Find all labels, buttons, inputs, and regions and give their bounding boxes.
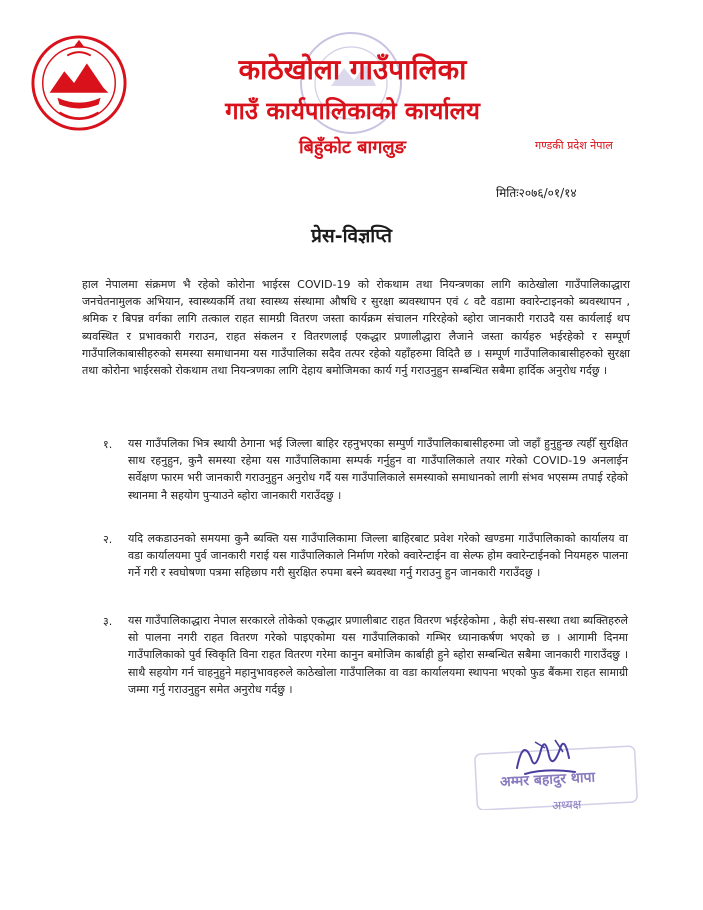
intro-paragraph: हाल नेपालमा संक्रमण भै रहेको कोरोना भाईरस COVID-19 को रोकथाम तथा नियन्त्रणका लागि काठेखोला गाउँपालिकाद्धारा जनचेतनामुलक अभियान, स्वास्थ्यकर्मि तथा स्वास्थ्य संस्थामा औषधि र सुरक्षा ब्यवस्थापन एवं ८ वटै वडामा क्वारेन्टाइनको ब्यवस्थापन , श्रमिक र बिपन्न वर्गका लागि तत्काल राहत सामग्री वितरण जस्ता कार्यक्रम संचालन गरिरहेको ब्होरा जानकारी गराउदै यस कार्यलाई थप ब्यवस्थित र प्रभावकारी गराउन, राहत संकलन र वितरणलाई एकद्धार प्रणालीद्धारा लैजाने जस्ता कार्यहरु भईरहेको र सम्पूर्ण गाउँपालिकाबासीहरुको समस्या समाधानमा यस गाउँपालिका सदैव तत्पर रहेको यहाँहरुमा विदितै छ । सम्पूर्ण गाउँपालिकाबासीहरुको सुरक्षा तथा कोरोना भाईरसको रोकथाम तथा नियन्त्रणका लागि देहाय बमोजिमका कार्य गर्नु गराउनुहुन सम्बन्धित सबैमा हार्दिक अनुरोध गर्दछु । — [82, 278, 630, 378]
signer-name: अम्मर बहादुर थापा — [499, 769, 596, 791]
office-location: बिहुँकोट बागलुङ — [298, 137, 407, 158]
province-label: गण्डकी प्रदेश नेपाल — [535, 139, 613, 152]
list-item: यस गाउँपलिका भित्र स्थायी ठेगाना भई जिल्ला बाहिर रहनुभएका सम्पुर्ण गाउँपालिकाबासीहरुमा जो जहाँ हुनुहुन्छ त्यहीँ सुरक्षित साथ रहनुहुन, कुनै समस्या रहेमा यस गाउँपालिकामा सम्पर्क गर्नुहुन वा गाउँपालिकाले तयार गरेको COVID-19 अनलाईन सर्वेक्षण फारम भरी जानकारी गराउनुहुन अनुरोध गर्दै यस गाउँपालिकाले समस्याको समाधानको लागी संभव भएसम्म तपाई रहेको स्थानमा नै सहयोग पुर्‍याउने ब्होरा जानकारी गराउँदछु । — [128, 437, 628, 502]
list-item: यदि लकडाउनको समयमा कुनै ब्यक्ति यस गाउँपालिकामा जिल्ला बाहिरबाट प्रवेश गरेको खण्डमा गाउँपालिकाको कार्यालय वा वडा कार्यालयमा पुर्व जानकारी गराई यस गाउँपालिकाले निर्माण गरेको क्वारेन्टाईन वा सेल्फ होम क्वारेन्टाईनको नियमहरु पालना गर्ने गरी र स्वघोषणा पत्रमा सहिछाप गरी सुरक्षित रुपमा बस्ने ब्यवस्था गर्नु गराउनु हुन जानकारी गराउँदछु । — [128, 532, 628, 580]
office-name: गाउँ कार्यपालिकाको कार्यालय — [225, 97, 480, 125]
document-date: मितिः२०७६/०१/१४ — [496, 186, 577, 200]
item-number: ३. — [103, 615, 113, 628]
org-name: काठेखोला गाउँपालिका — [238, 53, 467, 86]
nepal-emblem-icon — [30, 34, 128, 132]
item-number: १. — [103, 438, 113, 451]
signer-designation: अध्यक्ष — [551, 797, 582, 813]
list-item: यस गाउँपालिकाद्धारा नेपाल सरकारले तोकेको एकद्धार प्रणालीबाट राहत वितरण भईरहेकोमा , केही संघ-सस्था तथा ब्यक्तिहरुले सो पालना नगरी राहत वितरण गरेको पाइएकोमा यस गाउँपालिकाको गम्भिर ध्यानाकर्षण भएको छ । आगामी दिनमा गाउँपालिकाको पुर्व स्विकृति विना राहत वितरण गरेमा कानुन बमोजिम कार्बाही हुने ब्होरा सम्बन्धित सबैमा जानकारी गाराउँदछु । साथै सहयोग गर्न चाहनुहुने महानुभावहरुले काठेखोला गाउँपालिका वा वडा कार्यालयमा स्थापना भएको फुड बैंकमा राहत सामाग्री जम्मा गर्नु गराउनुहुन समेत अनुरोध गर्दछु । — [128, 614, 628, 696]
page-title: प्रेस-विज्ञप्ति — [311, 225, 392, 247]
item-number: २. — [103, 533, 113, 546]
